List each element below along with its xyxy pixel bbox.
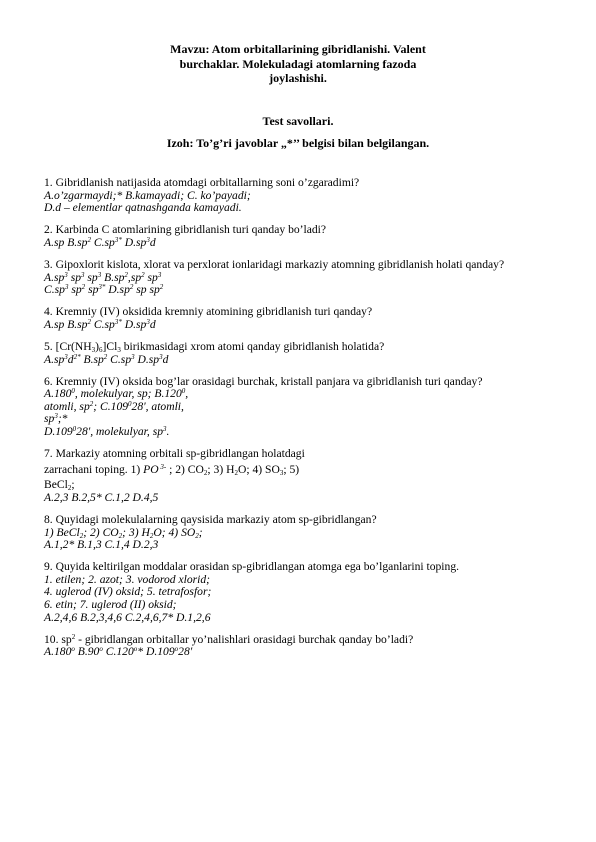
answer-options: $C.sp^3$ $sp^2$ $sp^{3*}$ $D.sp^2$ sp $sp^2$ [44, 283, 164, 297]
answer-options: A.180$^o$ B.90$^o$ C.120$^o$* D.109$^o$28' [44, 645, 193, 659]
answer-options: A.2,4,6 B.2,3,4,6 C.2,4,6,7* D.1,2,6 [44, 610, 211, 624]
question-text: 6. Kremniy (IV) oksida bog’lar orasidagi burchak, kristall panjara va gibridlanish turi qanday? [44, 374, 483, 388]
title-line: Mavzu: Atom orbitallarining gibridlanishi. Valent [170, 42, 426, 56]
question-text: 1. Gibridlanish natijasida atomdagi orbitallarning soni o’zgaradimi? [44, 176, 360, 189]
question-2 [44, 224, 559, 249]
answer-options: 6. etin; 7. uglerod (II) oksid; [44, 598, 177, 612]
answer-options: 1. etilen; 2. azot; 3. vodorod xlorid; [44, 572, 211, 586]
title-line: burchaklar. Molekuladagi atomlarning fazoda [179, 56, 417, 71]
answer-options: $sp^3;*$ [44, 412, 68, 426]
question-4 [44, 306, 559, 331]
question-1 [44, 177, 559, 215]
answer-options: A.2,3 B.2,5* C.1,2 D.4,5 [44, 490, 159, 504]
question-text: BeCl$_2$; [44, 478, 75, 493]
answer-options: A.180$^0$, molekulyar, sp; B.120$^0$, [44, 387, 189, 401]
question-6 [44, 376, 559, 439]
answer-options: $A.sp^3d^{2*}$ $B.sp^2$ $C.sp^3$ $D.sp^3d$ [44, 352, 169, 366]
answer-options: D.109$^0$28', molekulyar, $sp^3$. [44, 425, 170, 438]
question-list [44, 177, 559, 668]
question-text: 9. Quyida keltirilgan moddalar orasidan sp-gibridlangan atomga ega bo’lganlarini toping. [44, 560, 460, 574]
answer-options: $A.sp^3$ $sp^3$ $sp^3$ $B.sp^2,sp^2$ $sp^3$ [44, 270, 162, 284]
answer-options: atomli, $sp^2$; C.109$^0$28', atomli, [44, 399, 184, 413]
answer-options: A.1,2* B.1,3 C.1,4 D.2,3 [44, 538, 159, 552]
question-text: 7. Markaziy atomning orbitali sp-gibridlangan holatdagi [44, 447, 305, 461]
question-text: 4. Kremniy (IV) oksidida kremniy atomining gibridlanish turi qanday? [44, 305, 373, 319]
answer-options: A.sp $B.sp^2$ $C.sp^{3*}$ $D.sp^3d$ [44, 317, 156, 331]
answer-options: A.sp $B.sp^2$ $C.sp^{3*}$ $D.sp^3d$ [44, 235, 156, 249]
question-text: zarrachani toping. 1) PO $^{3-}$ ; 2) $CO_2$; 3) $H_2O$; 4) $SO_3$; 5) [44, 462, 300, 477]
question-9 [44, 561, 559, 624]
question-3 [44, 259, 559, 297]
title-line: joylashishi. [269, 71, 327, 85]
question-5 [44, 341, 559, 366]
question-text: 8. Quyidagi molekulalarning qaysisida markaziy atom sp-gibridlangan? [44, 512, 377, 526]
answer-options: 1) BeCl$_2$; 2) $CO_2$; 3) $H_2O$; 4) $SO_2$; [44, 525, 203, 540]
answer-note: Izoh: To’g’ri javoblar „*’’ belgisi bilan belgilangan. [166, 136, 430, 150]
answer-options: A.o’zgarmaydi;* B.kamayadi; C. ko’payadi; [44, 188, 251, 202]
question-7 [44, 448, 559, 504]
answer-options: D.d – elementlar qatnashganda kamayadi. [44, 201, 242, 215]
section-heading: Test savollari. [262, 114, 334, 128]
question-8 [44, 514, 559, 552]
answer-options: 4. uglerod (IV) oksid; 5. tetrafosfor; [44, 585, 212, 599]
question-text: 2. Karbinda C atomlarining gibridlanish turi qanday bo’ladi? [44, 223, 327, 237]
question-text: 3. Gipoxlorit kislota, xlorat va perxlorat ionlaridagi markaziy atomning gibridlanish holati qanday? [44, 257, 505, 271]
page-title [60, 42, 536, 86]
question-text: 5. $[Cr(NH_3)_6]Cl_3$ birikmasidagi xrom atomi qanday gibridlanish holatida? [44, 339, 385, 354]
question-text: 10. $sp^2$ - gibridlangan orbitallar yo’nalishlari orasidagi burchak qanday bo’ladi? [44, 632, 414, 646]
question-10 [44, 634, 559, 659]
